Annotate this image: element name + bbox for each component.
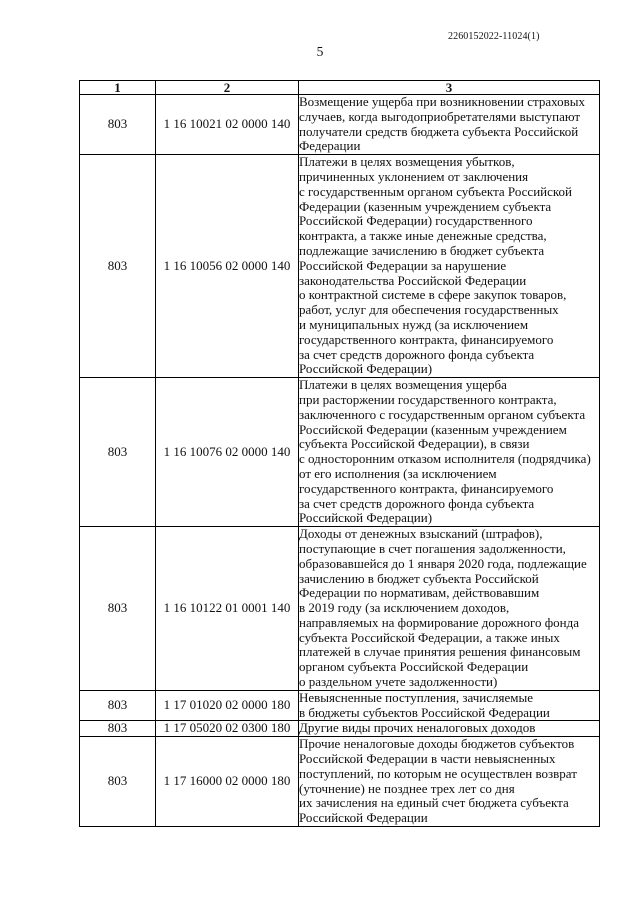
admin-code-cell: 803: [80, 721, 156, 737]
column-header-3: 3: [299, 81, 600, 95]
description-line: субъекта Российской Федерации), в связи: [299, 437, 530, 452]
description-line: и муниципальных нужд (за исключением: [299, 317, 529, 332]
description-line: с государственным органом субъекта Российской: [299, 184, 572, 199]
revenue-description-cell: [299, 527, 600, 691]
description-line: Другие виды прочих неналоговых доходов: [299, 721, 536, 736]
description-line: причиненных уклонением от заключения: [299, 169, 529, 184]
description-line: Невыясненные поступления, зачисляемые: [299, 690, 533, 705]
page-number: 5: [316, 44, 324, 59]
description-line: их зачисления на единый счет бюджета субъекта: [299, 796, 569, 811]
table-row: [80, 737, 600, 827]
admin-code-cell: 803: [80, 737, 156, 827]
description-line: заключенного с государственным органом субъекта: [299, 407, 586, 422]
description-line: о контрактной системе в сфере закупок товаров,: [299, 288, 567, 303]
description-line: работ, услуг для обеспечения государственных: [299, 303, 559, 318]
description-line: Российской Федерации: [299, 811, 428, 826]
description-line: Российской Федерации): [299, 511, 433, 526]
column-header-2: 2: [156, 81, 299, 95]
description-line: платежей в случае принятия решения финансовым: [299, 645, 581, 660]
description-line: Российской Федерации): [299, 362, 433, 377]
description-line: случаев, когда выгодоприобретателями выступают: [299, 109, 581, 124]
budget-classification-code-cell: 1 16 10122 01 0001 140: [156, 527, 299, 691]
description-line: субъекта Российской Федерации, а также иных: [299, 630, 560, 645]
column-header-1: 1: [80, 81, 156, 95]
description-line: в 2019 году (за исключением доходов,: [299, 601, 510, 616]
description-line: за счет средств дорожного фонда субъекта: [299, 496, 535, 511]
description-line: Федерации по нормативам, действовавшим: [299, 586, 540, 601]
revenue-code-table: [79, 80, 600, 827]
description-line: при расторжении государственного контракта,: [299, 392, 557, 407]
table-row: [80, 155, 600, 378]
description-line: поступлений, по которым не осуществлен возврат: [299, 766, 577, 781]
description-line: государственного контракта, финансируемого: [299, 481, 554, 496]
description-line: Платежи в целях возмещения убытков,: [299, 155, 515, 170]
description-line: государственного контракта, финансируемого: [299, 332, 554, 347]
description-line: Федерации: [299, 139, 361, 154]
description-line: Прочие неналоговые доходы бюджетов субъектов: [299, 737, 575, 752]
description-line: зачислению в бюджет субъекта Российской: [299, 571, 539, 586]
description-line: в бюджеты субъектов Российской Федерации: [299, 705, 550, 720]
description-line: поступающие в счет погашения задолженности,: [299, 541, 566, 556]
revenue-description-cell: [299, 737, 600, 827]
description-line: за счет средств дорожного фонда субъекта: [299, 347, 535, 362]
description-line: контракта, а также иные денежные средства,: [299, 229, 547, 244]
description-line: законодательства Российской Федерации: [299, 273, 527, 288]
description-line: Платежи в целях возмещения ущерба: [299, 378, 507, 393]
description-line: органом субъекта Российской Федерации: [299, 660, 529, 675]
revenue-description-cell: [299, 155, 600, 378]
budget-classification-code-cell: 1 16 10021 02 0000 140: [156, 95, 299, 155]
table-row: [80, 721, 600, 737]
description-line: Российской Федерации (казенным учреждением: [299, 422, 567, 437]
description-line: Федерации (казенным учреждением субъекта: [299, 199, 552, 214]
revenue-description-cell: [299, 95, 600, 155]
revenue-description-cell: [299, 721, 600, 737]
budget-classification-code-cell: 1 17 16000 02 0000 180: [156, 737, 299, 827]
description-line: Возмещение ущерба при возникновении страховых: [299, 95, 585, 109]
description-line: получатели средств бюджета субъекта Российской: [299, 124, 579, 139]
budget-classification-code-cell: 1 17 05020 02 0300 180: [156, 721, 299, 737]
admin-code-cell: 803: [80, 95, 156, 155]
admin-code-cell: 803: [80, 527, 156, 691]
admin-code-cell: 803: [80, 155, 156, 378]
description-line: о раздельном учете задолженности): [299, 675, 498, 690]
description-line: направляемых на формирование дорожного фонда: [299, 615, 580, 630]
budget-classification-code-cell: 1 16 10076 02 0000 140: [156, 378, 299, 527]
document-id: 2260152022-11024(1): [448, 31, 540, 42]
table-row: [80, 95, 600, 155]
table-row: [80, 378, 600, 527]
description-line: Доходы от денежных взысканий (штрафов),: [299, 527, 543, 542]
description-line: (уточнение) не позднее трех лет со дня: [299, 781, 515, 796]
budget-classification-code-cell: 1 16 10056 02 0000 140: [156, 155, 299, 378]
admin-code-cell: 803: [80, 378, 156, 527]
budget-classification-code-cell: 1 17 01020 02 0000 180: [156, 690, 299, 721]
description-line: с односторонним отказом исполнителя (подрядчика): [299, 452, 591, 467]
description-line: Российской Федерации за нарушение: [299, 258, 507, 273]
description-line: от его исполнения (за исключением: [299, 466, 497, 481]
admin-code-cell: 803: [80, 690, 156, 721]
table-header-row: [80, 81, 600, 95]
revenue-description-cell: [299, 690, 600, 721]
description-line: подлежащие зачислению в бюджет субъекта: [299, 243, 545, 258]
table-row: [80, 690, 600, 721]
revenue-description-cell: [299, 378, 600, 527]
description-line: образовавшейся до 1 января 2020 года, подлежащие: [299, 556, 587, 571]
description-line: Российской Федерации в части невыясненных: [299, 752, 556, 767]
table-row: [80, 527, 600, 691]
description-line: Российской Федерации) государственного: [299, 214, 533, 229]
